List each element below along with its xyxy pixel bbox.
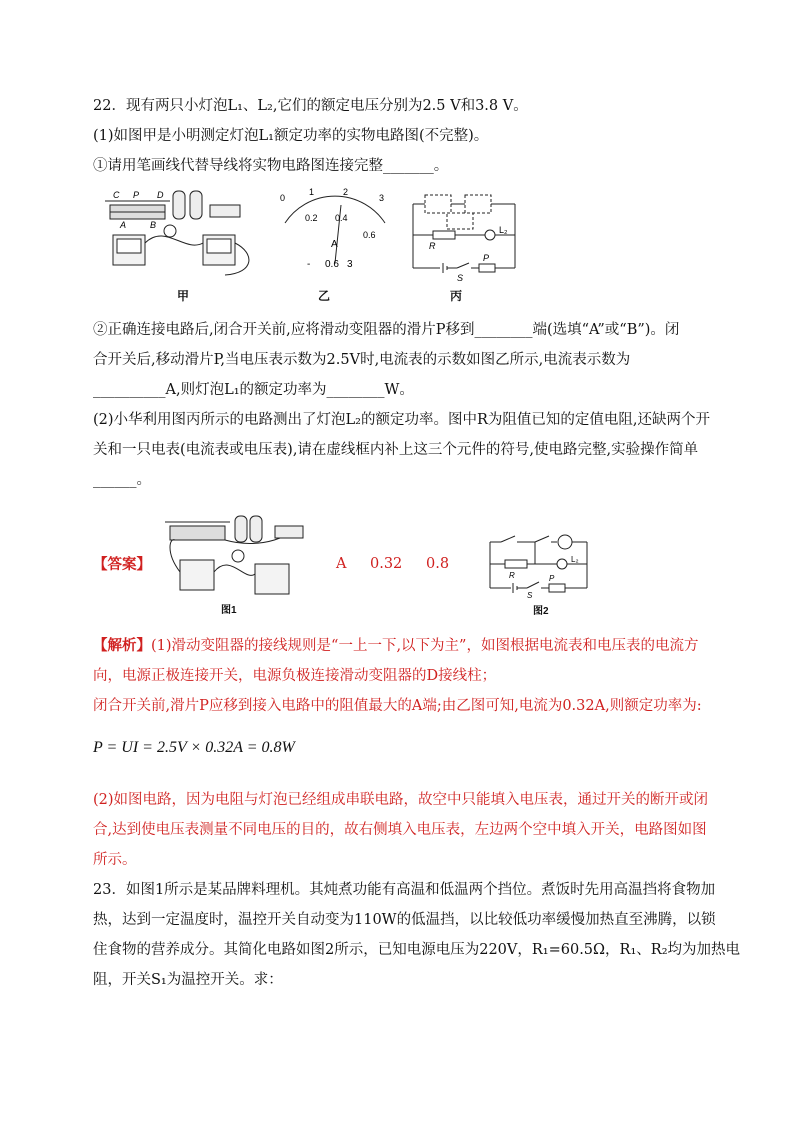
- analysis-tag: 【解析】: [93, 637, 151, 654]
- ans-circuit-label-p: P: [549, 574, 555, 583]
- q22-line9: ______。: [93, 472, 151, 488]
- q22-line5: 合开关后,移动滑片P,当电压表示数为2.5V时,电流表的示数如图乙所示,电流表示数为: [93, 352, 631, 368]
- answer-figure-2: [487, 530, 592, 600]
- analysis-line3: 闭合开关前,滑片P应移到接入电路中的阻值最大的A端;由乙图可知,电流为0.32A,则额定功率为:: [93, 698, 702, 714]
- analysis-line5: 合,达到使电压表测量不同电压的目的，故右侧填入电压表，左边两个空中填入开关，电路图如图: [93, 822, 707, 838]
- meter-terminal-06: 0.6: [325, 259, 339, 270]
- answer-fig2-label: 图2: [533, 606, 549, 617]
- answer-value-1: A: [336, 556, 347, 572]
- analysis-line1: [93, 636, 698, 656]
- q22-line2: (1)如图甲是小明测定灯泡L₁额定功率的实物电路图(不完整)。: [93, 128, 489, 144]
- q22-figures: [95, 183, 535, 285]
- rheostat-label-p: P: [133, 190, 140, 200]
- meter-tick-2: 2: [343, 187, 349, 197]
- ans-circuit-label-r: R: [509, 571, 515, 580]
- rheostat-label-a: A: [120, 220, 127, 230]
- meter-unit: A: [331, 239, 338, 250]
- circuit-label-p: P: [483, 253, 490, 263]
- circuit-label-l2: L₂: [499, 225, 508, 235]
- q22-line7: (2)小华利用图丙所示的电路测出了灯泡L₂的额定功率。图中R为阻值已知的定值电阻,还缺两个开: [93, 412, 711, 428]
- meter-tick-0-6: 0.6: [363, 230, 376, 240]
- ans-circuit-label-l2: L₂: [571, 555, 579, 564]
- meter-terminal-neg: -: [307, 259, 311, 270]
- ans-circuit-label-s: S: [527, 591, 533, 600]
- answer-value-2: 0.32: [370, 556, 403, 572]
- meter-tick-0: 0: [280, 193, 286, 203]
- meter-tick-3: 3: [379, 193, 385, 203]
- q22-line4: ②正确连接电路后,闭合开关前,应将滑动变阻器的滑片P移到________端(选填“A”或“B”)。闭: [93, 322, 680, 338]
- q23-line4: 阻，开关S₁为温控开关。求：: [93, 972, 283, 988]
- answer-fig1-label: 图1: [221, 605, 237, 616]
- q22-line6: __________A,则灯泡L₁的额定功率为________W。: [93, 382, 414, 398]
- q22-line1: 22．现有两只小灯泡L₁、L₂,它们的额定电压分别为2.5 V和3.8 V。: [93, 98, 528, 114]
- fig-bing-label: 丙: [450, 289, 463, 303]
- analysis-line4: (2)如图电路，因为电阻与灯泡已经组成串联电路，故空中只能填入电压表，通过开关的断开或闭: [93, 792, 709, 808]
- fig-yi-label: 乙: [318, 289, 331, 303]
- analysis-formula: P = UI = 2.5V × 0.32A = 0.8W: [93, 739, 295, 756]
- q23-line2: 热，达到一定温度时，温控开关自动变为110W的低温挡，以比较低功率缓慢加热直至沸腾，以锁: [93, 912, 716, 928]
- answer-figure-1: [160, 512, 310, 602]
- rheostat-label-b: B: [150, 220, 157, 230]
- fig-jia-label: 甲: [177, 289, 190, 303]
- q23-line1: 23．如图1所示是某品牌料理机。其炖煮功能有高温和低温两个挡位。煮饭时先用高温挡将食物加: [93, 882, 716, 898]
- analysis-line6: 所示。: [93, 852, 137, 868]
- q23-line3: 住食物的营养成分。其简化电路如图2所示，已知电源电压为220V，R₁=60.5Ω，R₁、R₂均为加热电: [93, 942, 741, 958]
- rheostat-label-d: D: [157, 190, 164, 200]
- analysis-line2: 向，电源正极连接开关，电源负极连接滑动变阻器的D接线柱；: [93, 668, 497, 684]
- circuit-label-r: R: [429, 241, 436, 251]
- rheostat-label-c: C: [113, 190, 120, 200]
- answer-tag: 【答案】: [93, 556, 151, 573]
- meter-tick-1: 1: [309, 187, 315, 197]
- analysis-line1-text: (1)滑动变阻器的接线规则是“一上一下,以下为主”，如图根据电流表和电压表的电流方: [151, 638, 699, 654]
- meter-tick-0-2: 0.2: [305, 213, 318, 223]
- meter-terminal-3: 3: [347, 259, 353, 270]
- circuit-label-s: S: [457, 273, 464, 283]
- q22-line8: 关和一只电表(电流表或电压表),请在虚线框内补上这三个元件的符号,使电路完整,实验操作简单: [93, 442, 699, 458]
- fig-jia-apparatus: [105, 191, 249, 275]
- meter-tick-0-4: 0.4: [335, 213, 348, 223]
- answer-value-3: 0.8: [426, 556, 450, 572]
- q22-line3: ①请用笔画线代替导线将实物电路图连接完整_______。: [93, 158, 449, 174]
